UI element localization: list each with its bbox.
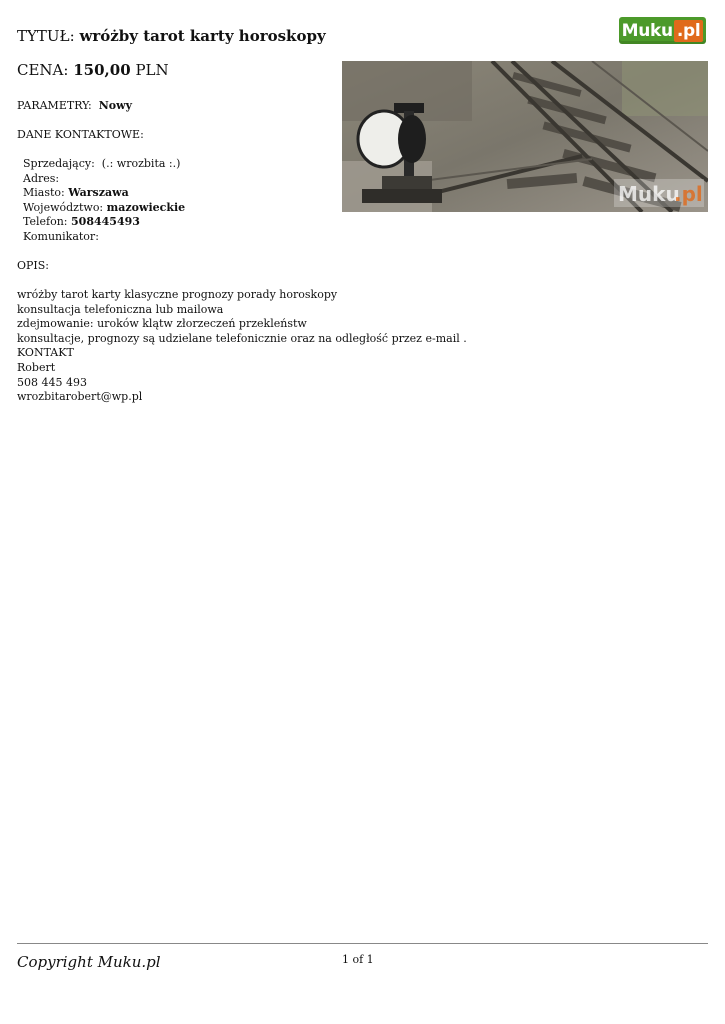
- params-row: [17, 99, 132, 114]
- muku-logo[interactable]: [619, 17, 706, 44]
- phone-value[interactable]: 508445493: [71, 215, 140, 228]
- region-row: [23, 201, 185, 216]
- price-label: CENA:: [17, 61, 69, 79]
- city-label: Miasto:: [23, 186, 65, 199]
- city-value: Warszawa: [68, 186, 129, 199]
- watermark-suffix: .pl: [674, 182, 703, 206]
- params-label: PARAMETRY:: [17, 99, 92, 112]
- logo-main-text: Muku: [621, 20, 673, 41]
- description-body: [17, 288, 467, 405]
- page-number: 1 of 1: [342, 953, 374, 966]
- phone-row: [23, 215, 140, 230]
- city-row: [23, 186, 129, 201]
- region-label: Województwo:: [23, 201, 104, 214]
- phone-label: Telefon:: [23, 215, 68, 228]
- railway-switch-image: [342, 61, 708, 212]
- messenger-row: [23, 230, 99, 245]
- listing-photo[interactable]: [342, 61, 708, 212]
- contact-heading: DANE KONTAKTOWE:: [17, 128, 144, 141]
- description-line: KONTAKT: [17, 346, 74, 360]
- listing-title: [17, 27, 326, 45]
- description-heading: OPIS:: [17, 259, 50, 272]
- price-currency: PLN: [135, 61, 169, 79]
- logo-suffix-text: .pl: [674, 20, 704, 42]
- description-email[interactable]: wrozbitarobert@wp.pl: [17, 390, 143, 404]
- address-label: Adres:: [23, 172, 60, 185]
- address-row: [23, 172, 59, 187]
- description-line: konsultacje, prognozy są udzielane telefonicznie oraz na odległość przez e-mail .: [17, 331, 467, 345]
- description-line: zdejmowanie: uroków klątw złorzeczeń przekleństw: [17, 317, 307, 331]
- listing-price: [17, 61, 169, 79]
- seller-value[interactable]: (.: wrozbita :.): [101, 157, 181, 170]
- title-value: wróżby tarot karty horoskopy: [79, 27, 326, 45]
- footer-copyright: Copyright Muku.pl: [17, 953, 161, 971]
- params-value: Nowy: [98, 99, 133, 112]
- price-value: 150,00: [73, 61, 131, 79]
- seller-row: [23, 157, 180, 172]
- description-line: Robert: [17, 360, 56, 374]
- description-line: wróżby tarot karty klasyczne prognozy porady horoskopy: [17, 288, 338, 301]
- seller-label: Sprzedający:: [23, 157, 95, 170]
- footer-divider: [17, 943, 708, 944]
- region-value: mazowieckie: [106, 201, 186, 214]
- description-line: konsultacja telefoniczna lub mailowa: [17, 302, 224, 316]
- title-label: TYTUŁ:: [17, 27, 75, 45]
- description-line: 508 445 493: [17, 375, 87, 389]
- watermark-main: Muku: [618, 182, 680, 206]
- messenger-label: Komunikator:: [23, 230, 99, 243]
